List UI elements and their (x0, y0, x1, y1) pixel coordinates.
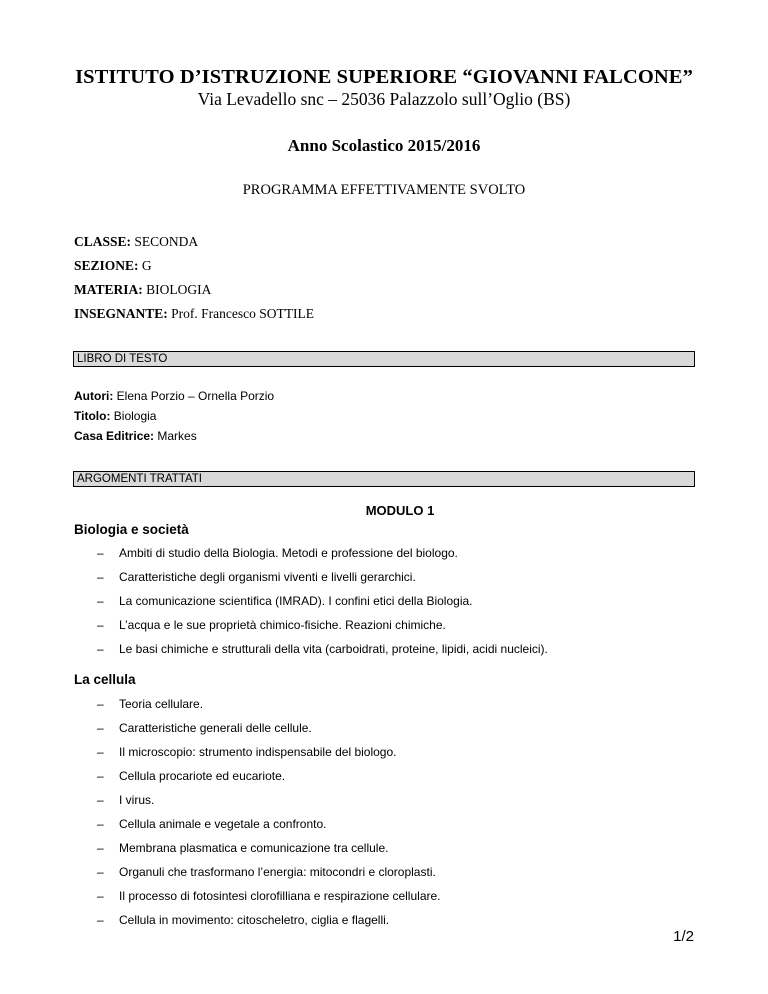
book-title (74, 409, 156, 423)
bullet-dash: – (97, 889, 104, 903)
school-year: Anno Scolastico 2015/2016 (287, 136, 481, 155)
section-value: G (141, 258, 152, 273)
school-address: Via Levadello snc – 25036 Palazzolo sull’Oglio (BS) (197, 89, 571, 109)
list-item (0, 817, 768, 835)
book-publisher (74, 429, 197, 443)
list-item (0, 697, 768, 715)
list-item (0, 913, 768, 931)
list-item (0, 769, 768, 787)
bullet-dash: – (97, 594, 104, 608)
bullet-dash: – (97, 721, 104, 735)
list-item (0, 793, 768, 811)
subject-value: BIOLOGIA (146, 282, 212, 297)
topics-section-header: ARGOMENTI TRATTATI (73, 471, 695, 487)
school-name: ISTITUTO D’ISTRUZIONE SUPERIORE “GIOVANNI FALCONE” (75, 66, 693, 88)
section-info (74, 258, 152, 274)
list-item (0, 889, 768, 907)
list-item-text: Le basi chimiche e strutturali della vita (carboidrati, proteine, lipidi, acidi nucleici). (119, 642, 548, 656)
class-value: SECONDA (134, 234, 199, 249)
list-item-text: Ambiti di studio della Biologia. Metodi e professione del biologo. (119, 546, 458, 560)
textbook-section-header: LIBRO DI TESTO (73, 351, 695, 367)
list-item (0, 865, 768, 883)
list-item-text: Il processo di fotosintesi clorofilliana e respirazione cellulare. (119, 889, 441, 903)
list-item-text: Membrana plasmatica e comunicazione tra cellule. (119, 841, 389, 855)
list-item (0, 642, 768, 660)
bullet-dash: – (97, 570, 104, 584)
book-authors-label: Autori: (74, 389, 114, 403)
topic-heading-la-cellula: La cellula (74, 672, 136, 687)
list-item (0, 721, 768, 739)
bullet-dash: – (97, 697, 104, 711)
topic-heading-biologia-societa: Biologia e società (74, 522, 189, 537)
bullet-dash: – (97, 841, 104, 855)
bullet-dash: – (97, 642, 104, 656)
list-item-text: I virus. (119, 793, 155, 807)
subject-label: MATERIA: (74, 282, 143, 297)
list-item-text: Caratteristiche degli organismi viventi e livelli gerarchici. (119, 570, 416, 584)
book-authors-value: Elena Porzio – Ornella Porzio (116, 389, 275, 403)
book-publisher-value: Markes (157, 429, 197, 443)
list-item (0, 570, 768, 588)
bullet-dash: – (97, 546, 104, 560)
module-title (0, 503, 768, 518)
teacher-info (74, 306, 314, 322)
book-title-value: Biologia (113, 409, 157, 423)
list-item-text: Caratteristiche generali delle cellule. (119, 721, 312, 735)
bullet-dash: – (97, 745, 104, 759)
list-item-text: Teoria cellulare. (119, 697, 204, 711)
list-item (0, 546, 768, 564)
list-item-text: Il microscopio: strumento indispensabile del biologo. (119, 745, 397, 759)
book-authors (74, 389, 274, 403)
subject-info (74, 282, 211, 298)
book-title-label: Titolo: (74, 409, 111, 423)
bullet-dash: – (97, 769, 104, 783)
list-item (0, 745, 768, 763)
list-item-text: La comunicazione scientifica (IMRAD). I confini etici della Biologia. (119, 594, 473, 608)
bullet-dash: – (97, 817, 104, 831)
bullet-dash: – (97, 793, 104, 807)
bullet-dash: – (97, 913, 104, 927)
module-title-text: MODULO 1 (365, 503, 435, 518)
list-item (0, 594, 768, 612)
bullet-dash: – (97, 865, 104, 879)
list-item-text: Organuli che trasformano l’energia: mitocondri e cloroplasti. (119, 865, 436, 879)
program-title: PROGRAMMA EFFETTIVAMENTE SVOLTO (242, 182, 526, 198)
list-item-text: Cellula animale e vegetale a confronto. (119, 817, 327, 831)
class-label: CLASSE: (74, 234, 132, 249)
list-item (0, 618, 768, 636)
list-item-text: Cellula in movimento: citoscheletro, ciglia e flagelli. (119, 913, 390, 927)
list-item (0, 841, 768, 859)
section-label: SEZIONE: (74, 258, 139, 273)
class-info (74, 234, 198, 250)
list-item-text: Cellula procariote ed eucariote. (119, 769, 286, 783)
teacher-label: INSEGNANTE: (74, 306, 168, 321)
teacher-value: Prof. Francesco SOTTILE (171, 306, 314, 321)
book-publisher-label: Casa Editrice: (74, 429, 155, 443)
page-number: 1/2 (673, 928, 694, 945)
list-item-text: L’acqua e le sue proprietà chimico-fisiche. Reazioni chimiche. (119, 618, 446, 632)
bullet-dash: – (97, 618, 104, 632)
